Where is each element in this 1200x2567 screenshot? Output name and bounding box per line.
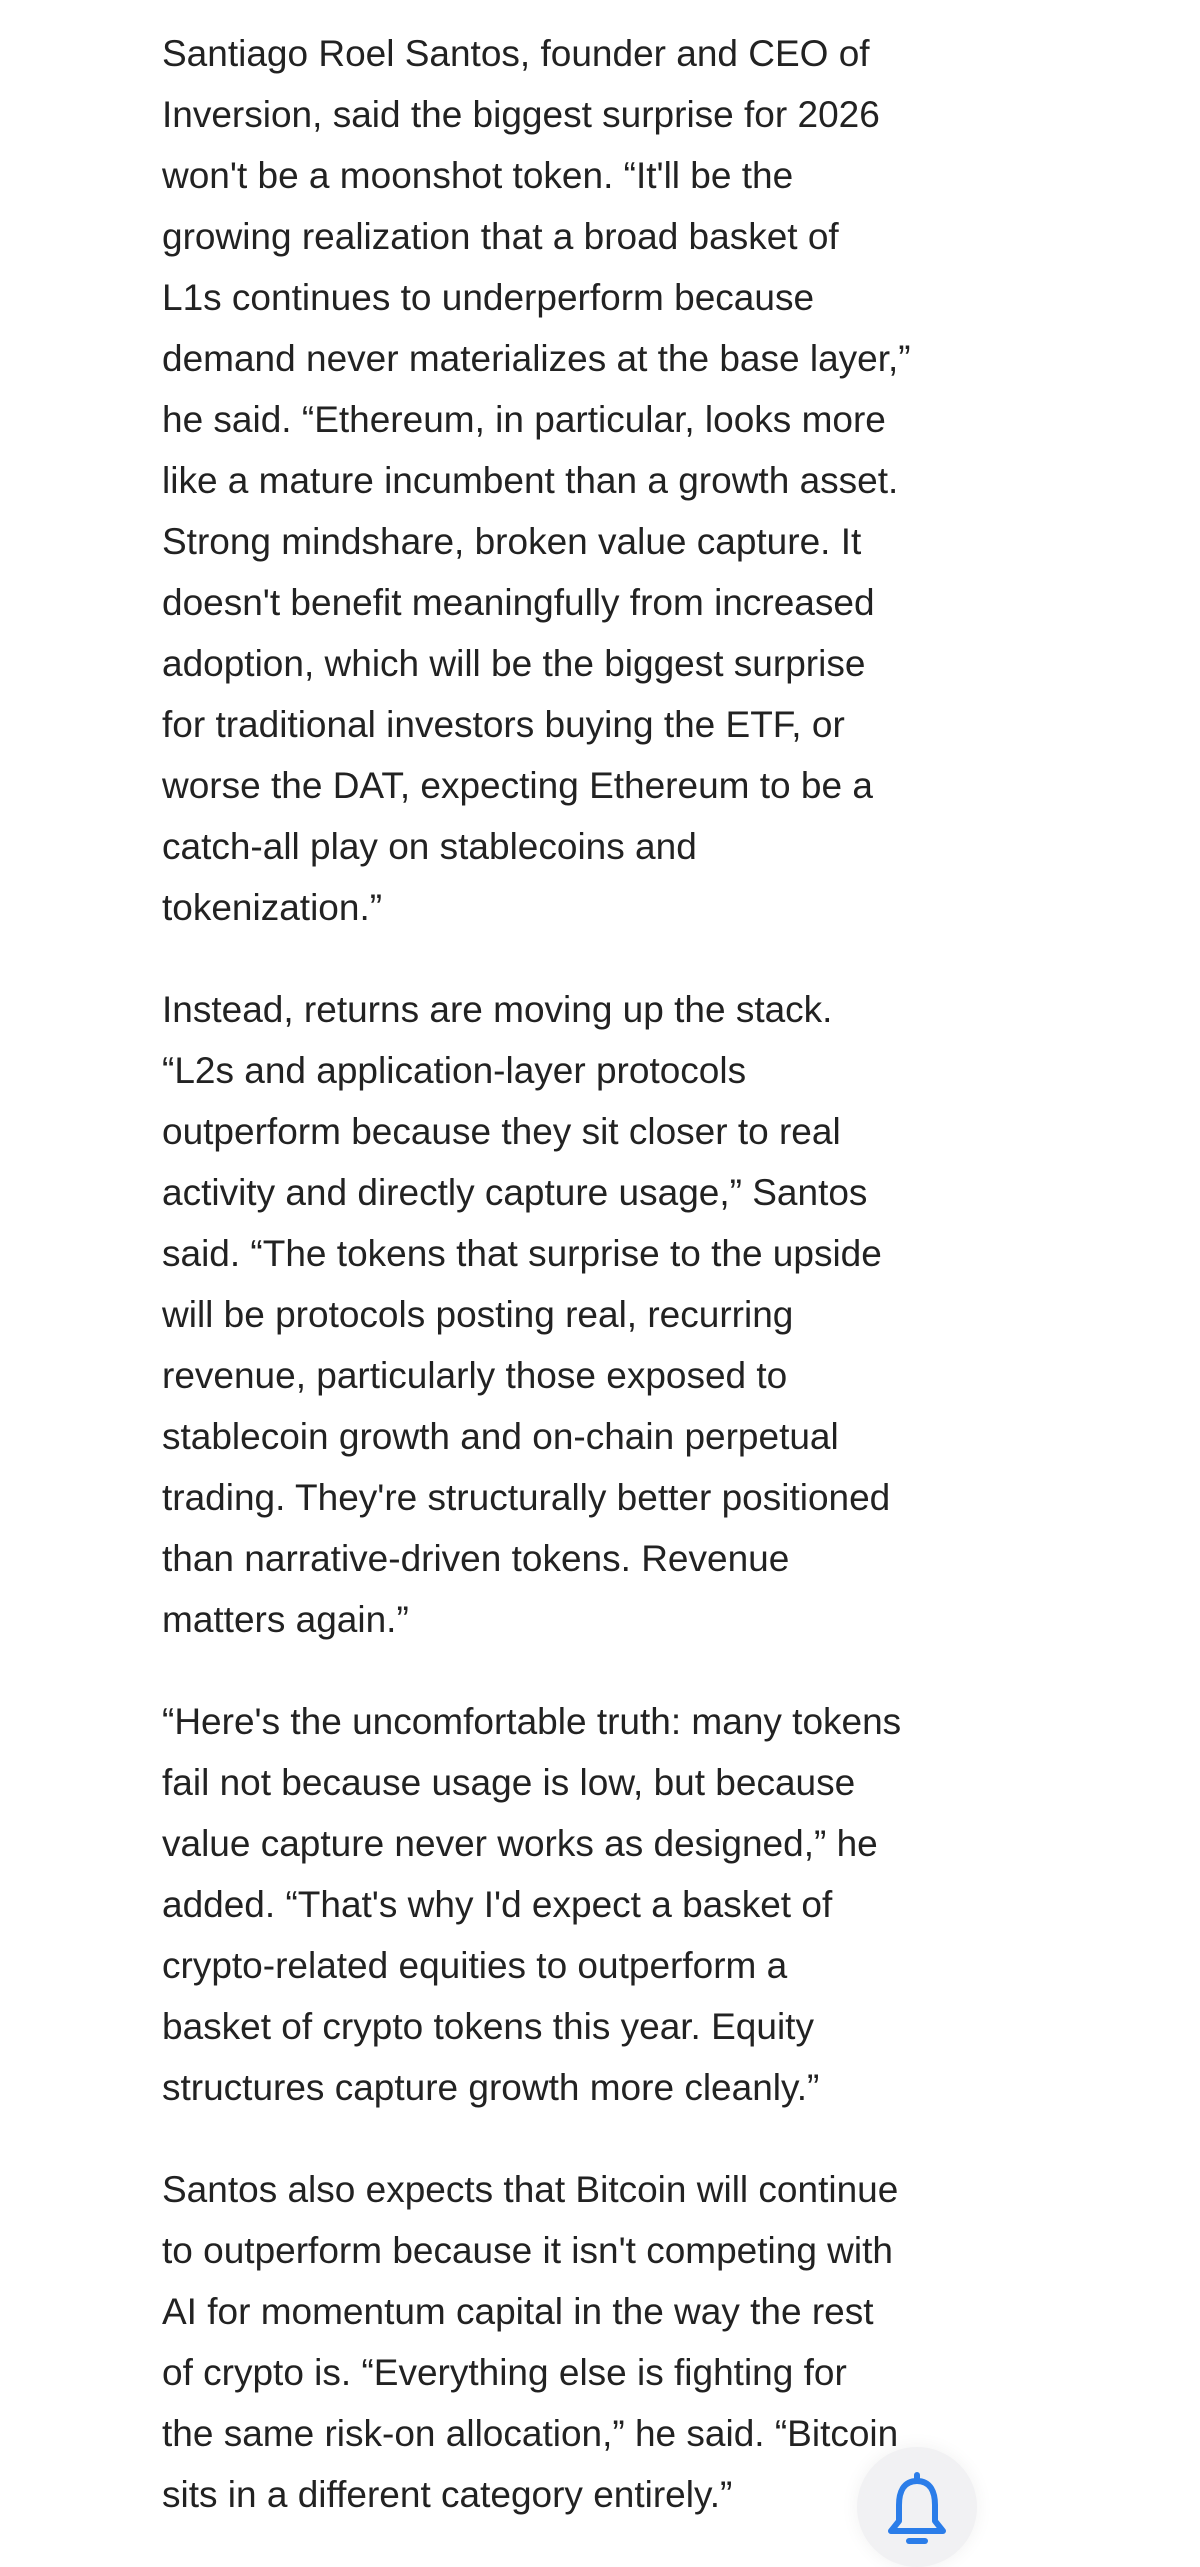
paragraph-line: matters again.” bbox=[162, 1599, 409, 1640]
paragraph-line: value capture never works as designed,” he bbox=[162, 1823, 878, 1864]
article-body bbox=[162, 23, 1162, 2566]
paragraph-line: he said. “Ethereum, in particular, looks more bbox=[162, 399, 886, 440]
paragraph-line: sits in a different category entirely.” bbox=[162, 2474, 733, 2515]
paragraph-line: Instead, returns are moving up the stack. bbox=[162, 989, 833, 1030]
bell-icon bbox=[885, 2469, 949, 2549]
paragraph-line: tokenization.” bbox=[162, 887, 383, 928]
paragraph-line: than narrative-driven tokens. Revenue bbox=[162, 1538, 790, 1579]
paragraph-line: Santos also expects that Bitcoin will continue bbox=[162, 2169, 899, 2210]
paragraph-line: said. “The tokens that surprise to the upside bbox=[162, 1233, 882, 1274]
paragraph-line: catch-all play on stablecoins and bbox=[162, 826, 697, 867]
paragraph-line: adoption, which will be the biggest surprise bbox=[162, 643, 866, 684]
paragraph-line: doesn't benefit meaningfully from increased bbox=[162, 582, 875, 623]
article-paragraph bbox=[162, 1691, 1162, 2118]
paragraph-line: structures capture growth more cleanly.” bbox=[162, 2067, 820, 2108]
paragraph-line: to outperform because it isn't competing with bbox=[162, 2230, 893, 2271]
paragraph-line: “L2s and application-layer protocols bbox=[162, 1050, 747, 1091]
paragraph-line: demand never materializes at the base layer,” bbox=[162, 338, 911, 379]
paragraph-line: will be protocols posting real, recurring bbox=[162, 1294, 794, 1335]
paragraph-line: “Here's the uncomfortable truth: many tokens bbox=[162, 1701, 902, 1742]
paragraph-line: Santiago Roel Santos, founder and CEO of bbox=[162, 33, 870, 74]
paragraph-line: fail not because usage is low, but because bbox=[162, 1762, 856, 1803]
paragraph-line: basket of crypto tokens this year. Equity bbox=[162, 2006, 814, 2047]
paragraph-line: of crypto is. “Everything else is fighting for bbox=[162, 2352, 847, 2393]
notification-bell-button[interactable] bbox=[857, 2447, 977, 2567]
paragraph-line: outperform because they sit closer to real bbox=[162, 1111, 841, 1152]
paragraph-line: won't be a moonshot token. “It'll be the bbox=[162, 155, 794, 196]
paragraph-line: worse the DAT, expecting Ethereum to be a bbox=[162, 765, 873, 806]
paragraph-line: growing realization that a broad basket of bbox=[162, 216, 839, 257]
article-paragraph bbox=[162, 979, 1162, 1650]
paragraph-line: stablecoin growth and on-chain perpetual bbox=[162, 1416, 839, 1457]
paragraph-line: Strong mindshare, broken value capture. It bbox=[162, 521, 862, 562]
paragraph-line: Inversion, said the biggest surprise for 2026 bbox=[162, 94, 880, 135]
paragraph-line: for traditional investors buying the ETF, or bbox=[162, 704, 845, 745]
paragraph-line: trading. They're structurally better positioned bbox=[162, 1477, 891, 1518]
paragraph-line: added. “That's why I'd expect a basket of bbox=[162, 1884, 833, 1925]
paragraph-line: activity and directly capture usage,” Santos bbox=[162, 1172, 868, 1213]
paragraph-line: revenue, particularly those exposed to bbox=[162, 1355, 788, 1396]
paragraph-line: like a mature incumbent than a growth asset. bbox=[162, 460, 899, 501]
paragraph-line: AI for momentum capital in the way the rest bbox=[162, 2291, 874, 2332]
paragraph-line: crypto-related equities to outperform a bbox=[162, 1945, 788, 1986]
article-paragraph bbox=[162, 23, 1162, 938]
article-paragraph bbox=[162, 2159, 1162, 2525]
paragraph-line: L1s continues to underperform because bbox=[162, 277, 815, 318]
paragraph-line: the same risk-on allocation,” he said. “Bitcoin bbox=[162, 2413, 899, 2454]
